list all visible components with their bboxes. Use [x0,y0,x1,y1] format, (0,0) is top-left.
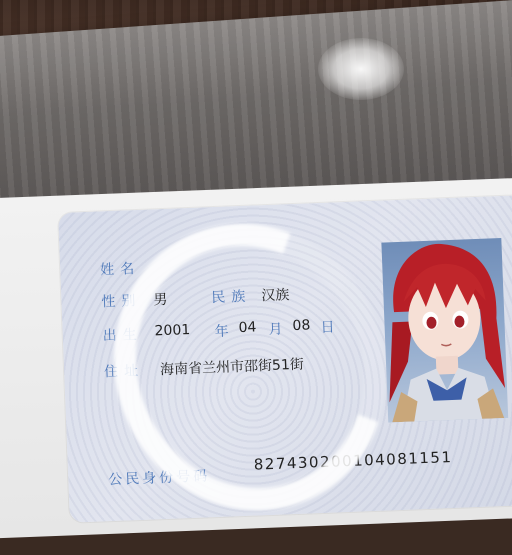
birth-label: 出生 [102,326,144,345]
anime-portrait-illustration [381,238,508,422]
id-number-value: 827430200104081151 [253,448,453,474]
day-char: 日 [320,319,335,336]
birth-month: 04 [238,319,257,337]
portrait-photo [381,238,508,422]
address-label: 住址 [103,362,145,381]
year-char: 年 [214,323,229,341]
ethnicity-value: 汉族 [261,287,290,305]
address-value: 海南省兰州市邵街51街 [159,356,305,379]
id-number-label: 公民身份号码 [107,468,211,489]
gender-value: 男 [153,291,168,309]
month-char: 月 [268,321,283,338]
name-label: 姓名 [99,260,141,279]
gender-label: 性别 [101,292,142,311]
birth-day: 08 [292,317,311,335]
birth-year: 2001 [154,322,191,340]
ethnicity-label: 民族 [211,288,252,307]
light-glare [318,38,404,100]
